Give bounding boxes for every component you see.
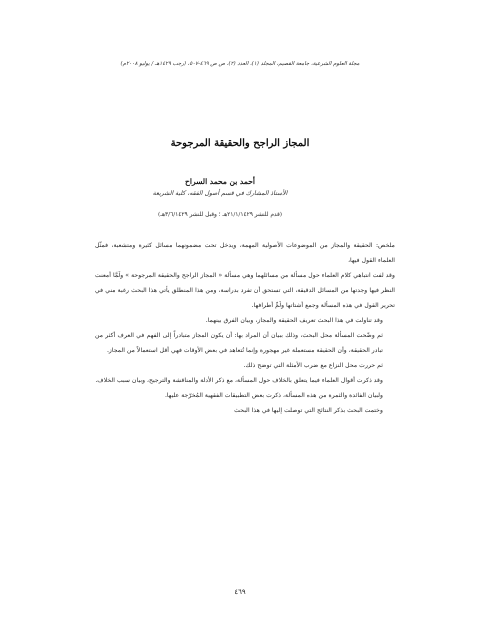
abstract-paragraph: ولبيان الفائدة والثمرة من هذه المسألة، ذكرت بعض التطبيقات الفقهية المُخرّجة عليها. — [164, 392, 383, 399]
abstract-paragraph: وقد ذكرت أقوال العلماء فيما يتعلق بالخلاف حول المسألة، مع ذكر الأدلة والمناقشة والترجيح، وبيان سبب الخلاف. — [95, 377, 383, 384]
abstract-body — [95, 238, 395, 418]
submission-dates: (قدم للنشر ٢١/١/١٤٢٩هـ ؛ وقبل للنشر ٣/٦/١٤٢٩هـ) — [158, 212, 282, 218]
author-affiliation: الأستاذ المشارك في قسم أصول الفقه، كلية الشريعة — [152, 190, 288, 197]
page-number: ٤٦٩ — [234, 588, 246, 596]
abstract-paragraph: ثم حررت محل النزاع مع ضرب الأمثلة التي توضح ذلك. — [243, 362, 383, 369]
author-name: أحمد بن محمد السراح — [185, 177, 255, 186]
article-title: المجاز الراجح والحقيقة المرجوحة — [170, 138, 310, 149]
abstract-paragraph: ثم وضّحت المسألة محل البحث، وذلك ببيان أن المراد بها: أن يكون المجاز متبادراً إلى الفهم في العرف أكثر من تبادر الحقيقة، وأن الحقيقة مستعملة غير مهجورة وإنما تُتعاهد في بعض الأوقات فهي أقل استعمالاً من المجاز. — [95, 332, 383, 354]
abstract-paragraph: وقد تناولت في هذا البحث تعريف الحقيقة والمجاز، وبيان الفرق بينهما. — [205, 317, 383, 324]
running-head: مجلة العلوم الشرعية، جامعة القصيم، المجلد (١)، العدد (٢)، ص ص ٤٦٩-٥٠٧، (رجب ١٤٢٩هـ / يوليو ٢٠٠٨م) — [120, 61, 360, 67]
abstract-paragraph: وقد لفت انتباهي كلام العلماء حول مسألة من مسائلهما وهي مسألة « المجاز الراجح والحقيقة المرجوحة » ولَمَّا أمعنت النظر فيها وجدتها من المسائل الدقيقة، التي تستحق أن تفرد بدراسة، ومن هذا المنطلق يأتي هذا البحث رغبة مني في تحرير القول في هذه المسألة وجمع أشتاتها ولَمِّ أطرافها. — [95, 272, 395, 309]
abstract-paragraph: وختمت البحث بذكر النتائج التي توصلت إليها في هذا البحث — [234, 407, 383, 414]
abstract-paragraph: ملخص: الحقيقة والمجاز من الموضوعات الأصولية المهمة، ويدخل تحت مضمونهما مسائل كثيرة ومتشعبة، فمثّل العلماء القول فيها، — [95, 242, 395, 264]
